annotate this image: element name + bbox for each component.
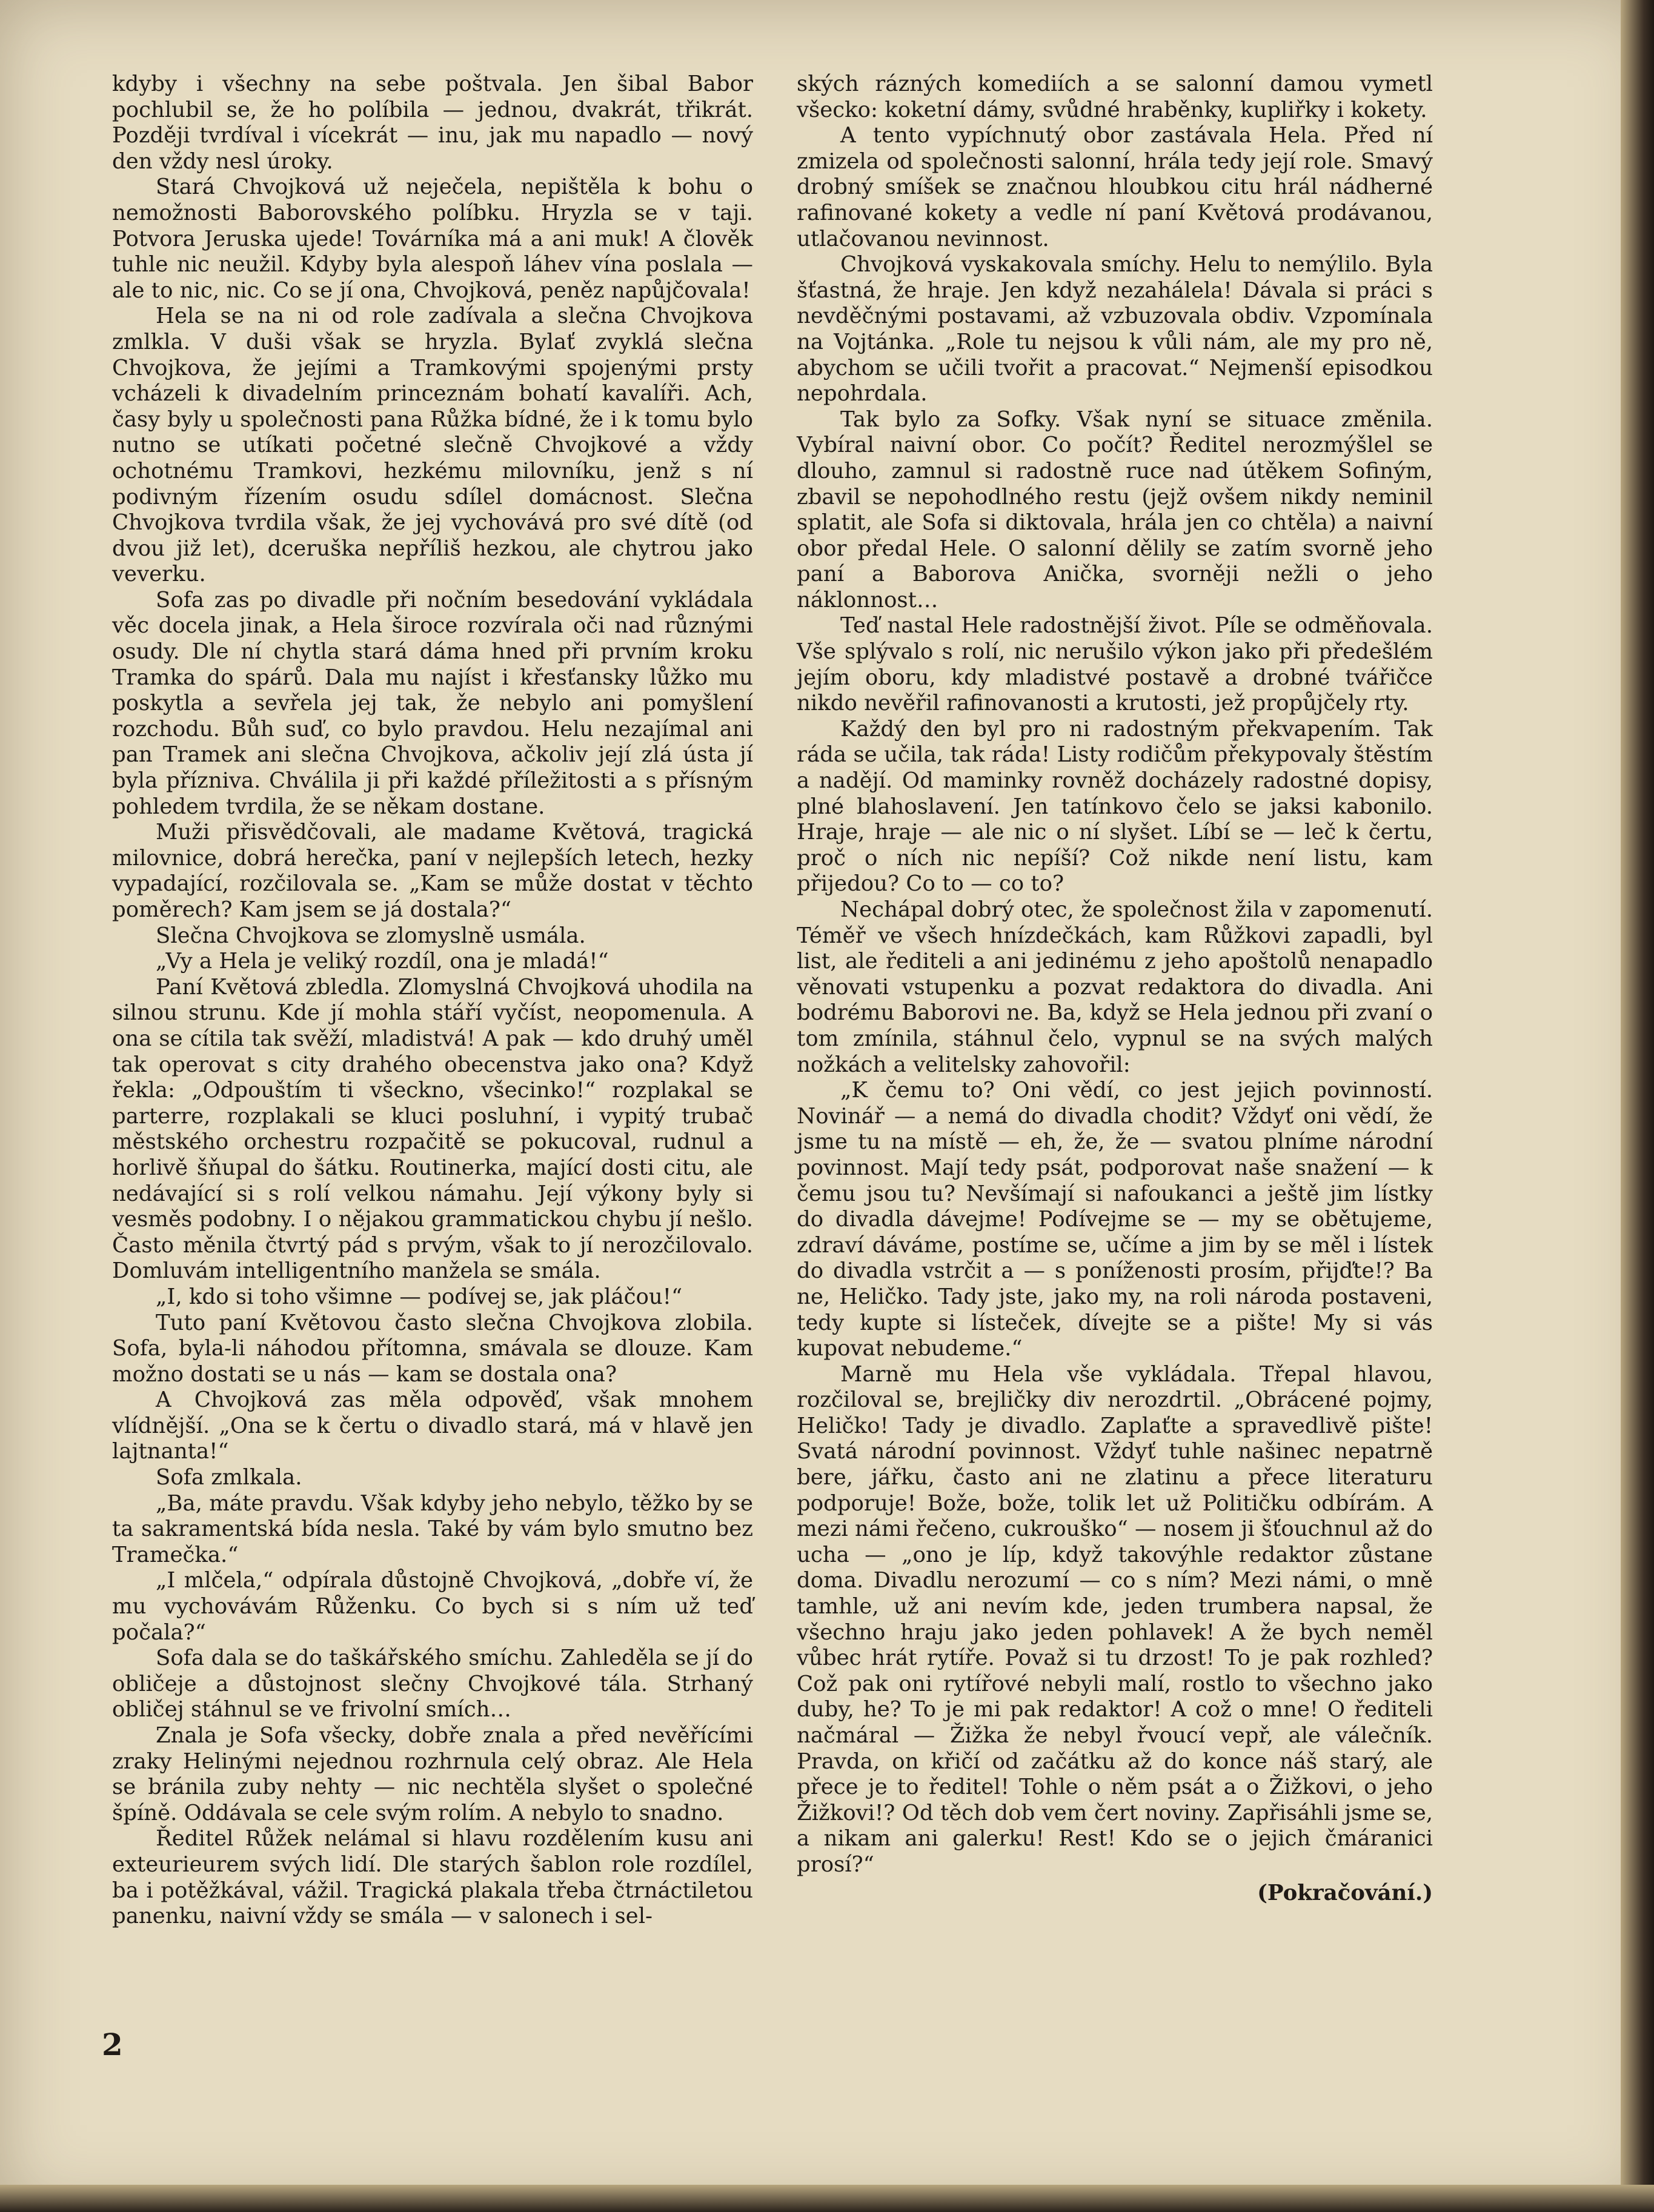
paragraph: A Chvojková zas měla odpověď, však mnohem vlídnější. „Ona se k čertu o divadlo stará, má v hlavě jen lajtnanta!“ <box>112 1387 753 1464</box>
paragraph: Paní Květová zbledla. Zlomyslná Chvojková uhodila na silnou strunu. Kde jí mohla stáří vyčíst, neopomenula. A ona se cítila tak svěží, mladistvá! A pak — kdo druhý uměl tak operovat s city drahého obecenstva jako ona? Když řekla: „Odpouštím ti všeckno, všecinko!“ rozplakal se parterre, rozplakali se kluci posluhní, i vypitý trubač městského orchestru rozpačitě se pokucoval, rudnul a horlivě šňupal do šátku. Routinerka, mající dosti citu, ale nedávající si s rolí velkou námahu. Její výkony byly si vesměs podobny. I o nějakou grammatickou chybu jí nešlo. Často měnila čtvrtý pád s prvým, však to jí nerozčilovalo. Domluvám intelligentního manžela se smála. <box>112 974 753 1284</box>
paragraph: „Ba, máte pravdu. Však kdyby jeho nebylo, těžko by se ta sakramentská bída nesla. Také by vám bylo smutno bez Tramečka.“ <box>112 1490 753 1567</box>
paragraph: Sofa dala se do taškářského smíchu. Zahleděla se jí do obličeje a důstojnost slečny Chvojkové tála. Strhaný obličej stáhnul se ve frivolní smích… <box>112 1646 753 1722</box>
paragraph: Nechápal dobrý otec, že společnost žila v zapomenutí. Téměř ve všech hnízdečkách, kam Růžkovi zapadli, byl list, ale řediteli a ani jedinému z jeho apoštolů nenapadlo věnovati vstupenku a pozvat redaktora do divadla. Ani bodrému Baborovi ne. Ba, když se Hela jednou při zvaní o tom zmínila, stáhnul čelo, vypnul se na svých malých nožkách a velitelsky zahovořil: <box>797 897 1433 1077</box>
paragraph: „I mlčela,“ odpírala důstojně Chvojková, „dobře ví, že mu vychovávám Růženku. Co bych si s ním už teď počala?“ <box>112 1568 753 1645</box>
paragraph: Sofa zmlkala. <box>156 1465 302 1490</box>
page-edge-shadow-bottom <box>0 2185 1654 2212</box>
paragraph: Slečna Chvojkova se zlomyslně usmála. <box>156 923 586 948</box>
text-column-left <box>112 71 753 1930</box>
paragraph: Hela se na ni od role zadívala a slečna Chvojkova zmlkla. V duši však se hryzla. Bylať zvyklá slečna Chvojkova, že jejími a Tramkovými spojenými prsty vcházeli k divadelním princeznám bohatí kavalíři. Ach, časy byly u společnosti pana Růžka bídné, že i k tomu bylo nutno se utíkati početné slečně Chvojkové a vždy ochotnému Tramkovi, hezkému milovníku, jenž s ní podivným řízením osudu sdílel domácnost. Slečna Chvojkova tvrdila však, že jej vychovává pro své dítě (od dvou již let), dceruška nepříliš hezkou, ale chytrou jako veverku. <box>112 304 753 587</box>
paragraph: Ředitel Růžek nelámal si hlavu rozdělením kusu ani exteurieurem svých lidí. Dle starých šablon role rozdílel, ba i potěžkával, vážil. Tragická plakala třeba čtrnáctiletou panenku, naivní vždy se smála — v salonech i sel- <box>112 1826 753 1929</box>
text-column-right <box>797 71 1433 1906</box>
page-edge-shadow-right <box>1621 0 1654 2212</box>
paragraph: „K čemu to? Oni vědí, co jest jejich povinností. Novinář — a nemá do divadla chodit? Vždyť oni vědí, že jsme tu na místě — eh, že, že — svatou plníme národní povinnost. Mají tedy psát, podporovat naše snažení — k čemu jsou tu? Nevšímají si nafoukanci a ještě jim lístky do divadla dávejme! Podívejme se — my se obětujeme, zdraví dáváme, postíme se, učíme a jim by se měl i lístek do divadla vstrčit a — s poníženosti prosím, přijďte!? Ba ne, Heličko. Tady jste, jako my, na roli národa postaveni, tedy kupte si lísteček, dívejte se a pište! My si vás kupovat nebudeme.“ <box>797 1078 1433 1361</box>
paragraph: Muži přisvědčovali, ale madame Květová, tragická milovnice, dobrá herečka, paní v nejlepších letech, hezky vypadající, rozčilovala se. „Kam se může dostat v těchto poměrech? Kam jsem se já dostala?“ <box>112 820 753 922</box>
continued-note: (Pokračování.) <box>1257 1880 1433 1905</box>
paragraph: Každý den byl pro ni radostným překvapením. Tak ráda se učila, tak ráda! Listy rodičům překypovaly štěstím a nadějí. Od maminky rovněž docházely radostné dopisy, plné blahoslavení. Jen tatínkovo čelo se jaksi kabonilo. Hraje, hraje — ale nic o ní slyšet. Líbí se — leč k čertu, proč o ních nic nepíší? Což nikde není listu, kam přijedou? Co to — co to? <box>797 716 1433 897</box>
page-number: 2 <box>102 2027 123 2062</box>
paragraph: Teď nastal Hele radostnější život. Píle se odměňovala. Vše splývalo s rolí, nic nerušilo výkon jako při předešlém jejím oboru, kdy mladistvé postavě a drobné tvářičce nikdo nevěřil rafinovanosti a krutosti, jež propůjčely rty. <box>797 613 1433 716</box>
paragraph: ských rázných komediích a se salonní damou vymetl všecko: koketní dámy, svůdné hraběnky, kupliřky i kokety. <box>797 71 1433 122</box>
paragraph: Chvojková vyskakovala smíchy. Helu to nemýlilo. Byla šťastná, že hraje. Jen když nezahálela! Dávala si práci s nevděčnými postavami, až vzbuzovala obdiv. Vzpomínala na Vojtánka. „Role tu nejsou k vůli nám, ale my pro ně, abychom se učili tvořit a pracovat.“ Nejmenší episodkou nepohrdala. <box>797 252 1433 407</box>
paragraph: „I, kdo si toho všimne — podívej se, jak pláčou!“ <box>156 1284 683 1309</box>
paragraph: Tak bylo za Sofky. Však nyní se situace změnila. Vybíral naivní obor. Co počít? Ředitel nerozmýšlel se dlouho, zamnul si radostně ruce nad útěkem Sofiným, zbavil se nepohodlného restu (jejž ovšem nikdy neminil splatit, ale Sofa si diktovala, hrála jen co chtěla) a naivní obor předal Hele. O salonní dělily se zatím svorně jeho paní a Baborova Anička, svorněji nežli o jeho náklonnost… <box>797 407 1433 613</box>
paragraph: „Vy a Hela je veliký rozdíl, ona je mladá!“ <box>156 949 609 974</box>
paragraph: Stará Chvojková už neječela, nepištěla k bohu o nemožnosti Baborovského políbku. Hryzla se v taji. Potvora Jeruska ujede! Továrníka má a ani muk! A člověk tuhle nic neužil. Kdyby byla alespoň láhev vína poslala — ale to nic, nic. Co se jí ona, Chvojková, peněz napůjčovala! <box>112 174 753 303</box>
paragraph: Tuto paní Květovou často slečna Chvojkova zlobila. Sofa, byla-li náhodou přítomna, smávala se dlouze. Kam možno dostati se u nás — kam se dostala ona? <box>112 1310 753 1387</box>
paragraph: Sofa zas po divadle při nočním besedování vykládala věc docela jinak, a Hela široce rozvírala oči nad různými osudy. Dle ní chytla stará dáma hned při prvním kroku Tramka do spárů. Dala mu najíst i křesťansky lůžko mu poskytla a sevřela jej tak, že nebylo ani pomyšlení rozchodu. Bůh suď, co bylo pravdou. Helu nezajímal ani pan Tramek ani slečna Chvojkova, ačkoliv její zlá ústa jí byla přízniva. Chválila ji při každé příležitosti a s přísným pohledem tvrdila, že se někam dostane. <box>112 587 753 819</box>
paragraph: kdyby i všechny na sebe poštvala. Jen šibal Babor pochlubil se, že ho políbila — jednou, dvakrát, třikrát. Později tvrdíval i vícekrát — inu, jak mu napadlo — nový den vždy nesl úroky. <box>112 71 753 174</box>
paragraph: Marně mu Hela vše vykládala. Třepal hlavou, rozčiloval se, brejličky div nerozdrtil. „Obrácené pojmy, Heličko! Tady je divadlo. Zaplaťte a spravedlivě pište! Svatá národní povinnost. Vždyť tuhle našinec nepatrně bere, jářku, často ani ne zlatinu a přece literaturu podporuje! Bože, bože, tolik let už Političku odbírám. A mezi námi řečeno, cukrouško“ — nosem ji šťouchnul až do ucha — „ono je líp, když takovýhle redaktor zůstane doma. Divadlu nerozumí — co s ním? Mezi námi, o mně tamhle, už ani nevím kde, jeden trumbera napsal, že všechno hraju jako jeden pohlavek! A že bych neměl vůbec hrát rytíře. Považ si tu drzost! To je pak rozhled? Což pak oni rytířové nebyli malí, rostlo to všechno jako duby, he? To je mi pak redaktor! A což o mne! O řediteli načmáral — Žižka že nebyl řvoucí vepř, ale válečník. Pravda, on křičí od začátku až do konce náš starý, ale přece je to ředitel! Tohle o něm psát a o Žižkovi, o jeho Žižkovi!? Od těch dob vem čert noviny. Zapřisáhli jsme se, a nikam ani galerku! Rest! Kdo se o jejich čmáranici prosí?“ <box>797 1361 1433 1877</box>
paragraph: Znala je Sofa všecky, dobře znala a před nevěřícími zraky Helinými nejednou rozhrnula celý obraz. Ale Hela se bránila zuby nehty — nic nechtěla slyšet o společné špíně. Oddávala se cele svým rolím. A nebylo to snadno. <box>112 1723 753 1825</box>
paragraph: A tento vypíchnutý obor zastávala Hela. Před ní zmizela od společnosti salonní, hrála tedy její role. Smavý drobný smíšek se značnou hloubkou citu hrál nádherné rafinované kokety a vedle ní paní Květová prodávanou, utlačovanou nevinnost. <box>797 123 1433 251</box>
